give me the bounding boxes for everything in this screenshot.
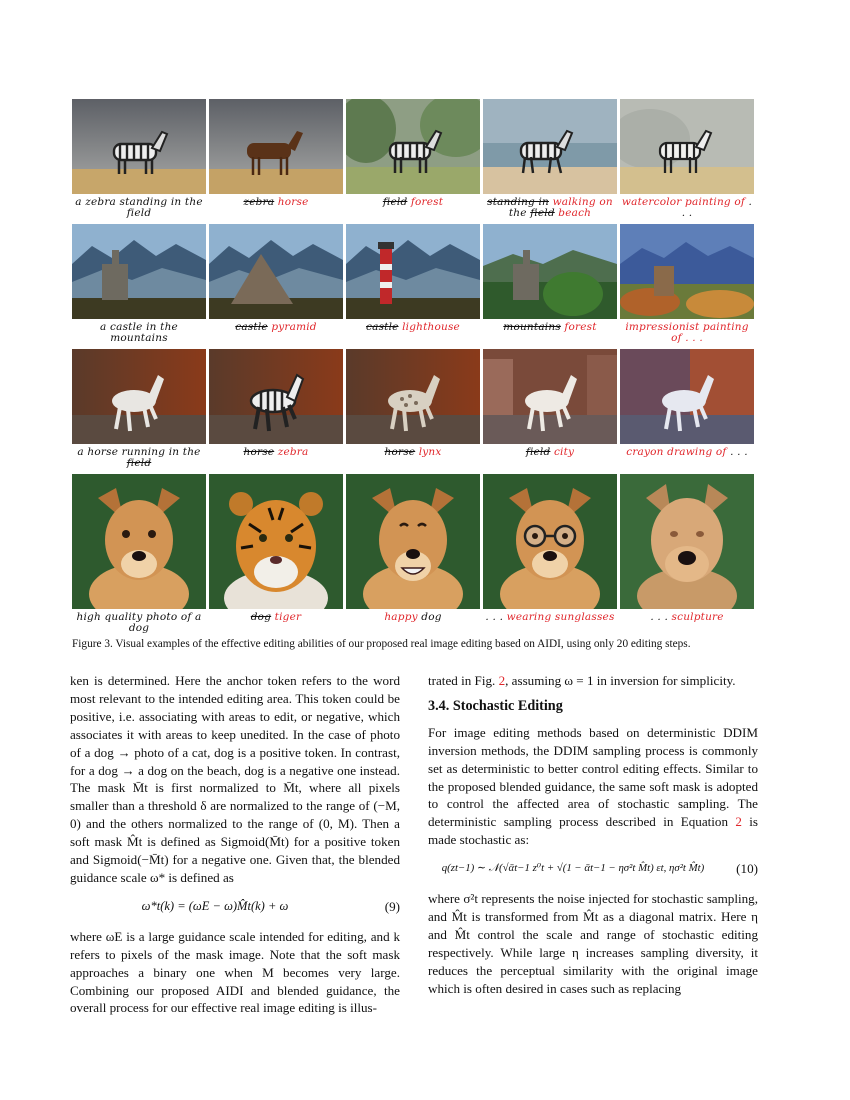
caption-edit bbox=[346, 194, 480, 224]
caption-edit bbox=[620, 444, 754, 474]
right-column bbox=[428, 672, 758, 998]
cap-part: crayon drawing of bbox=[626, 446, 727, 458]
cap-part: zebra bbox=[274, 446, 309, 458]
figure-3 bbox=[72, 99, 755, 639]
castle-impressionist-image bbox=[620, 224, 754, 319]
figure-cell bbox=[483, 224, 617, 349]
cap-part: beach bbox=[554, 207, 592, 219]
cap-part: horse bbox=[274, 196, 309, 208]
figure-cell bbox=[483, 99, 617, 224]
text-run: , assuming ω = 1 in inversion for simplicity. bbox=[505, 673, 736, 688]
figure-cell bbox=[620, 99, 754, 224]
equation-number: (9) bbox=[384, 898, 400, 914]
cap-part: horse bbox=[243, 446, 275, 458]
figure-cell bbox=[346, 99, 480, 224]
castle-mountains-image bbox=[72, 224, 206, 319]
equation-number: (10) bbox=[736, 861, 758, 877]
body-paragraph bbox=[428, 672, 758, 690]
white-horse-image bbox=[72, 349, 206, 444]
caption-edit bbox=[209, 444, 343, 474]
dog-photo-image bbox=[72, 474, 206, 609]
cap-part: lynx bbox=[415, 446, 442, 458]
caption-edit bbox=[620, 194, 754, 224]
figure-row-zebra bbox=[72, 99, 755, 224]
cap-part: a horse running in the bbox=[77, 446, 201, 458]
figure-cell bbox=[620, 224, 754, 349]
caption-source bbox=[72, 609, 206, 639]
body-paragraph: where ωE is a large guidance scale intended for editing, and k refers to pixels of the mask image. Note that the soft mask approaches a binary one when M becomes very large. Combining our proposed AIDI and blended guidance, the overall process for our effective real image editing is illus- bbox=[70, 928, 400, 1016]
figure-cell bbox=[72, 224, 206, 349]
cap-part: mountains bbox=[503, 321, 561, 333]
horse-field-image bbox=[209, 99, 343, 194]
figure-cell bbox=[72, 474, 206, 639]
dog-sculpture-image bbox=[620, 474, 754, 609]
cap-part: dog bbox=[250, 611, 272, 623]
tiger-image bbox=[209, 474, 343, 609]
cap-part: field bbox=[382, 196, 408, 208]
caption-source bbox=[72, 319, 206, 349]
lynx-running-image bbox=[346, 349, 480, 444]
cap-part: horse bbox=[384, 446, 416, 458]
caption-edit bbox=[209, 319, 343, 349]
cap-part: standing in bbox=[487, 196, 550, 208]
figure-reference-link[interactable]: 2 bbox=[498, 673, 506, 688]
figure-cell bbox=[72, 349, 206, 474]
cap-part: city bbox=[550, 446, 575, 458]
zebra-field-image bbox=[72, 99, 206, 194]
figure-cell bbox=[620, 474, 754, 639]
cap-part: field bbox=[530, 207, 555, 219]
figure-row-castle bbox=[72, 224, 755, 349]
equation-body: q(zt−1) ∼ 𝒩(√ᾱt−1 z⁰t + √(1 − ᾱt−1 − ησ²t M̂t) εt, ησ²t M̂t) bbox=[441, 862, 705, 875]
castle-forest-image bbox=[483, 224, 617, 319]
figure-cell bbox=[483, 349, 617, 474]
equation-reference-link[interactable]: 2 bbox=[735, 814, 742, 830]
cap-part: . . . bbox=[485, 611, 507, 623]
body-paragraph bbox=[428, 724, 758, 849]
caption-edit bbox=[620, 609, 754, 639]
cap-part: field bbox=[126, 457, 152, 469]
figure-cell bbox=[209, 224, 343, 349]
cap-part: watercolor painting of bbox=[621, 196, 745, 208]
cap-part: lighthouse bbox=[398, 321, 460, 333]
cap-part: pyramid bbox=[267, 321, 317, 333]
zebra-running-image bbox=[209, 349, 343, 444]
horse-crayon-image bbox=[620, 349, 754, 444]
body-paragraph: where σ²t represents the noise injected for stochastic sampling, and M̂t is transformed from M̂t as a diagonal matrix. Here η and M̂t control the scale and range of stochastic editing respectively. While large η increases sampling diversity, it reduces the perceptual similarity with the original image which is often desired in cases such as replacing bbox=[428, 891, 758, 996]
body-paragraph: ken is determined. Here the anchor token refers to the word most relevant to the intended editing area. This token could be positive, i.e. associating with areas to edit, or negative, which associates it with areas to keep unedited. In the case of photo of a dog → photo of a cat, dog is a positive token. In contrast, for a dog → a dog on the beach, dog is a negative one instead. The mask M̄t is first normalized to M̄t, where all pixels smaller than a threshold δ are normalized to the range of (−M, 0) and the others normalized to the range of (0, M). Then a soft mask M̂t is defined as Sigmoid(M̄t) for a positive token and Sigmoid(−M̄t) for a negative one. Given that, the blended guidance scale ω* is defined as bbox=[70, 673, 400, 885]
cap-part: walking on bbox=[549, 196, 613, 208]
cap-part: high quality photo of a dog bbox=[76, 611, 202, 634]
figure-row-horse bbox=[72, 349, 755, 474]
cap-part: wearing sunglasses bbox=[506, 611, 615, 623]
lighthouse-mountains-image bbox=[346, 224, 480, 319]
cap-part: forest bbox=[407, 196, 444, 208]
text-run: trated in Fig. bbox=[428, 673, 499, 688]
figure-cell bbox=[209, 349, 343, 474]
equation-10 bbox=[428, 860, 758, 878]
text-run: For image editing methods based on deterministic DDIM inversion methods, the DDIM sampling process is commonly set as deterministic to better control editing effects. Similar to the proposed blended guidance, the same soft mask is adopted to control the affected area of stochastic sampling. The deterministic sampling process described in Equation bbox=[428, 724, 758, 830]
cap-part: zebra bbox=[243, 196, 275, 208]
figure-cell bbox=[346, 349, 480, 474]
figure-cell bbox=[72, 99, 206, 224]
cap-part: impressionist painting of . . . bbox=[625, 321, 749, 344]
caption-edit bbox=[209, 609, 343, 639]
caption-edit bbox=[620, 319, 754, 349]
horse-city-image bbox=[483, 349, 617, 444]
equation-9 bbox=[70, 898, 400, 916]
caption-edit bbox=[346, 319, 480, 349]
cap-part: a castle in the mountains bbox=[100, 321, 178, 344]
figure-cell bbox=[483, 474, 617, 639]
caption-edit bbox=[209, 194, 343, 224]
zebra-watercolor-image bbox=[620, 99, 754, 194]
figure-cell bbox=[346, 474, 480, 639]
cap-part: a zebra standing in the field bbox=[75, 196, 203, 219]
cap-part: field bbox=[525, 446, 551, 458]
pyramid-mountains-image bbox=[209, 224, 343, 319]
figure-cell bbox=[209, 474, 343, 639]
happy-dog-image bbox=[346, 474, 480, 609]
section-heading: 3.4. Stochastic Editing bbox=[428, 697, 563, 714]
caption-edit bbox=[483, 194, 617, 224]
cap-part: . . . bbox=[650, 611, 672, 623]
figure-cell bbox=[346, 224, 480, 349]
caption-edit bbox=[483, 319, 617, 349]
cap-part: happy bbox=[384, 611, 418, 623]
caption-source bbox=[72, 444, 206, 474]
cap-part: dog bbox=[417, 611, 442, 623]
cap-part: tiger bbox=[271, 611, 302, 623]
cap-part: the bbox=[508, 207, 531, 219]
zebra-forest-image bbox=[346, 99, 480, 194]
cap-part: . . . bbox=[681, 196, 753, 219]
caption-edit bbox=[346, 609, 480, 639]
caption-edit bbox=[483, 609, 617, 639]
figure-row-dog bbox=[72, 474, 755, 639]
zebra-beach-image bbox=[483, 99, 617, 194]
caption-edit bbox=[483, 444, 617, 474]
cap-part: castle bbox=[366, 321, 399, 333]
text-run: is made stochastic as: bbox=[428, 814, 758, 848]
cap-part: sculpture bbox=[671, 611, 724, 623]
cap-part: forest bbox=[560, 321, 597, 333]
figure-caption: Figure 3. Visual examples of the effective editing abilities of our proposed real image editing based on AIDI, using only 20 editing steps. bbox=[72, 638, 691, 650]
figure-cell bbox=[209, 99, 343, 224]
figure-cell bbox=[620, 349, 754, 474]
caption-source bbox=[72, 194, 206, 224]
cap-part: . . . bbox=[726, 446, 748, 458]
equation-body: ω*t(k) = (ωE − ω)M̂t(k) + ω bbox=[141, 898, 289, 913]
left-column bbox=[70, 672, 400, 1017]
dog-sunglasses-image bbox=[483, 474, 617, 609]
caption-edit bbox=[346, 444, 480, 474]
cap-part: castle bbox=[235, 321, 268, 333]
